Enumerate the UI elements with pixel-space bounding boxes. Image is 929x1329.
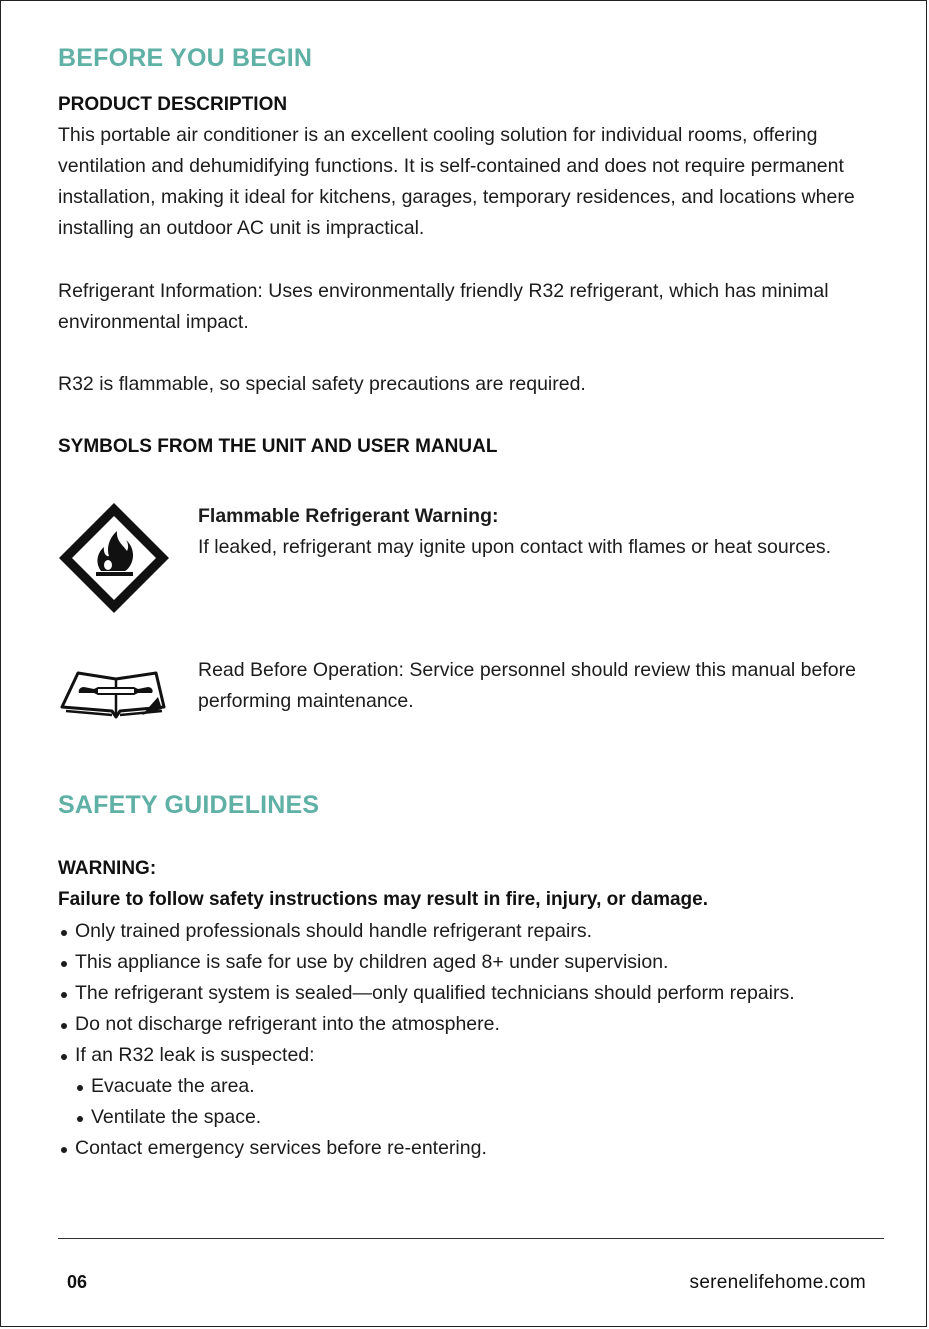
safety-guidelines-heading: SAFETY GUIDELINES (58, 791, 320, 819)
flammable-symbol-description (198, 501, 878, 563)
product-description-text: This portable air conditioner is an excellent cooling solution for individual rooms, offering ventilation and dehumidifying functions. It is self-contained and does not require permanent installation, making it ideal for kitchens, garages, temporary residences, and locations where installing an outdoor AC unit is impractical. (58, 124, 855, 239)
warning-label: WARNING: (58, 858, 157, 879)
flammable-diamond-icon (57, 501, 171, 615)
service-manual-icon (58, 665, 168, 721)
list-item: Only trained professionals should handle refrigerant repairs. (58, 916, 878, 947)
list-item: Do not discharge refrigerant into the atmosphere. (58, 1009, 878, 1040)
safety-list (58, 916, 878, 1164)
flammable-symbol-text: If leaked, refrigerant may ignite upon contact with flames or heat sources. (198, 536, 831, 558)
list-item: If an R32 leak is suspected: (58, 1040, 878, 1071)
list-item: Ventilate the space. (58, 1102, 878, 1133)
flammable-note-text: R32 is flammable, so special safety precautions are required. (58, 373, 586, 395)
page-number: 06 (67, 1272, 88, 1292)
warning-text: Failure to follow safety instructions may result in fire, injury, or damage. (58, 889, 709, 910)
refrigerant-info-text: Refrigerant Information: Uses environmentally friendly R32 refrigerant, which has minimal environmental impact. (58, 280, 829, 333)
product-description-heading: PRODUCT DESCRIPTION (58, 94, 288, 115)
before-you-begin-heading: BEFORE YOU BEGIN (58, 44, 313, 72)
list-item: The refrigerant system is sealed—only qualified technicians should perform repairs. (58, 978, 835, 1009)
footer-divider (58, 1238, 884, 1239)
flammable-symbol-title: Flammable Refrigerant Warning: (198, 505, 499, 527)
list-item: Evacuate the area. (58, 1071, 878, 1102)
symbols-heading: SYMBOLS FROM THE UNIT AND USER MANUAL (58, 436, 498, 457)
service-symbol-description: Read Before Operation: Service personnel should review this manual before performing maintenance. (198, 659, 856, 712)
list-item: This appliance is safe for use by children aged 8+ under supervision. (58, 947, 878, 978)
website-link[interactable]: serenelifehome.com (689, 1272, 866, 1293)
list-item: Contact emergency services before re-entering. (58, 1133, 878, 1164)
